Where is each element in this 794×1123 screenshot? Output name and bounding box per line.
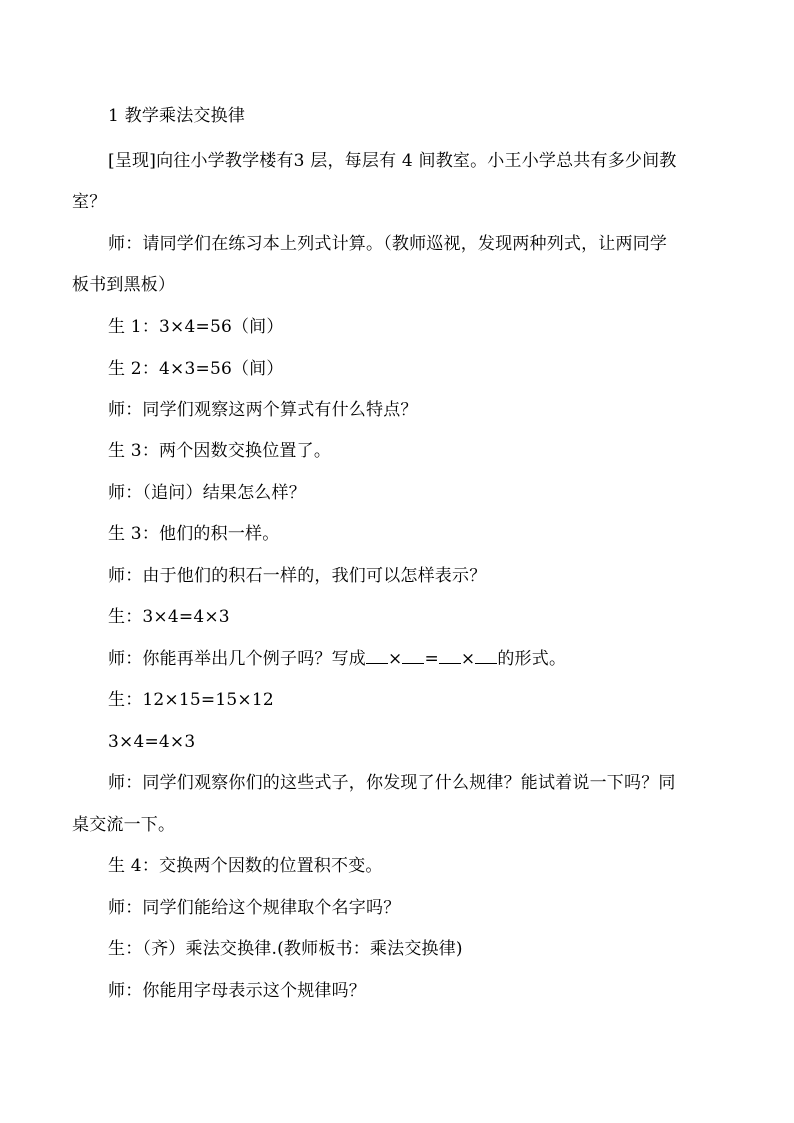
teacher-examples-prompt: [108, 649, 566, 669]
prompt-text: 师：你能再举出几个例子吗？写成: [108, 649, 366, 669]
student-example-2: 3×4=4×3: [108, 732, 196, 752]
problem-statement-line-2: 室？: [72, 192, 107, 212]
students-name-answer: 生：（齐）乘法交换律.(教师板书：乘法交换律): [108, 939, 463, 959]
teacher-instruction-line-2: 板书到黑板）: [72, 275, 176, 295]
blank-3: [439, 649, 461, 664]
problem-statement-line-1: [呈现]向往小学教学楼有3 层，每层有 4 间教室。小王小学总共有多少间教: [108, 151, 677, 171]
prompt-suffix: 的形式。: [497, 649, 567, 669]
teacher-followup: 师：（追问）结果怎么样？: [108, 483, 306, 503]
teacher-rule-question-line-1: 师：同学们观察你们的这些式子，你发现了什么规律？能试着说一下吗？同: [108, 773, 676, 793]
equals-sign: =: [424, 649, 439, 669]
student-example-1: 生：12×15=15×12: [108, 690, 274, 710]
section-heading: 1 教学乘法交换律: [108, 106, 246, 126]
blank-4: [475, 649, 497, 664]
student-3-result: 生 3：他们的积一样。: [108, 524, 280, 544]
teacher-instruction-line-1: 师：请同学们在练习本上列式计算。（教师巡视，发现两种列式，让两同学: [108, 234, 668, 254]
times-sign-1: ×: [388, 649, 403, 669]
teacher-rule-question-line-2: 桌交流一下。: [72, 815, 176, 835]
blank-2: [402, 649, 424, 664]
blank-1: [366, 649, 388, 664]
student-2-answer: 生 2：4×3=56（间）: [108, 359, 284, 379]
teacher-question-represent: 师：由于他们的积石一样的，我们可以怎样表示？: [108, 566, 487, 586]
teacher-question-features: 师：同学们观察这两个算式有什么特点？: [108, 400, 418, 420]
teacher-name-question: 师：同学们能给这个规律取个名字吗？: [108, 898, 401, 918]
student-1-answer: 生 1：3×4=56（间）: [108, 317, 284, 337]
student-3-observation: 生 3：两个因数交换位置了。: [108, 441, 332, 461]
student-equation: 生：3×4=4×3: [108, 607, 230, 627]
times-sign-2: ×: [460, 649, 476, 669]
student-4-rule: 生 4：交换两个因数的位置积不变。: [108, 856, 383, 876]
teacher-letters-question: 师：你能用字母表示这个规律吗？: [108, 981, 366, 1001]
